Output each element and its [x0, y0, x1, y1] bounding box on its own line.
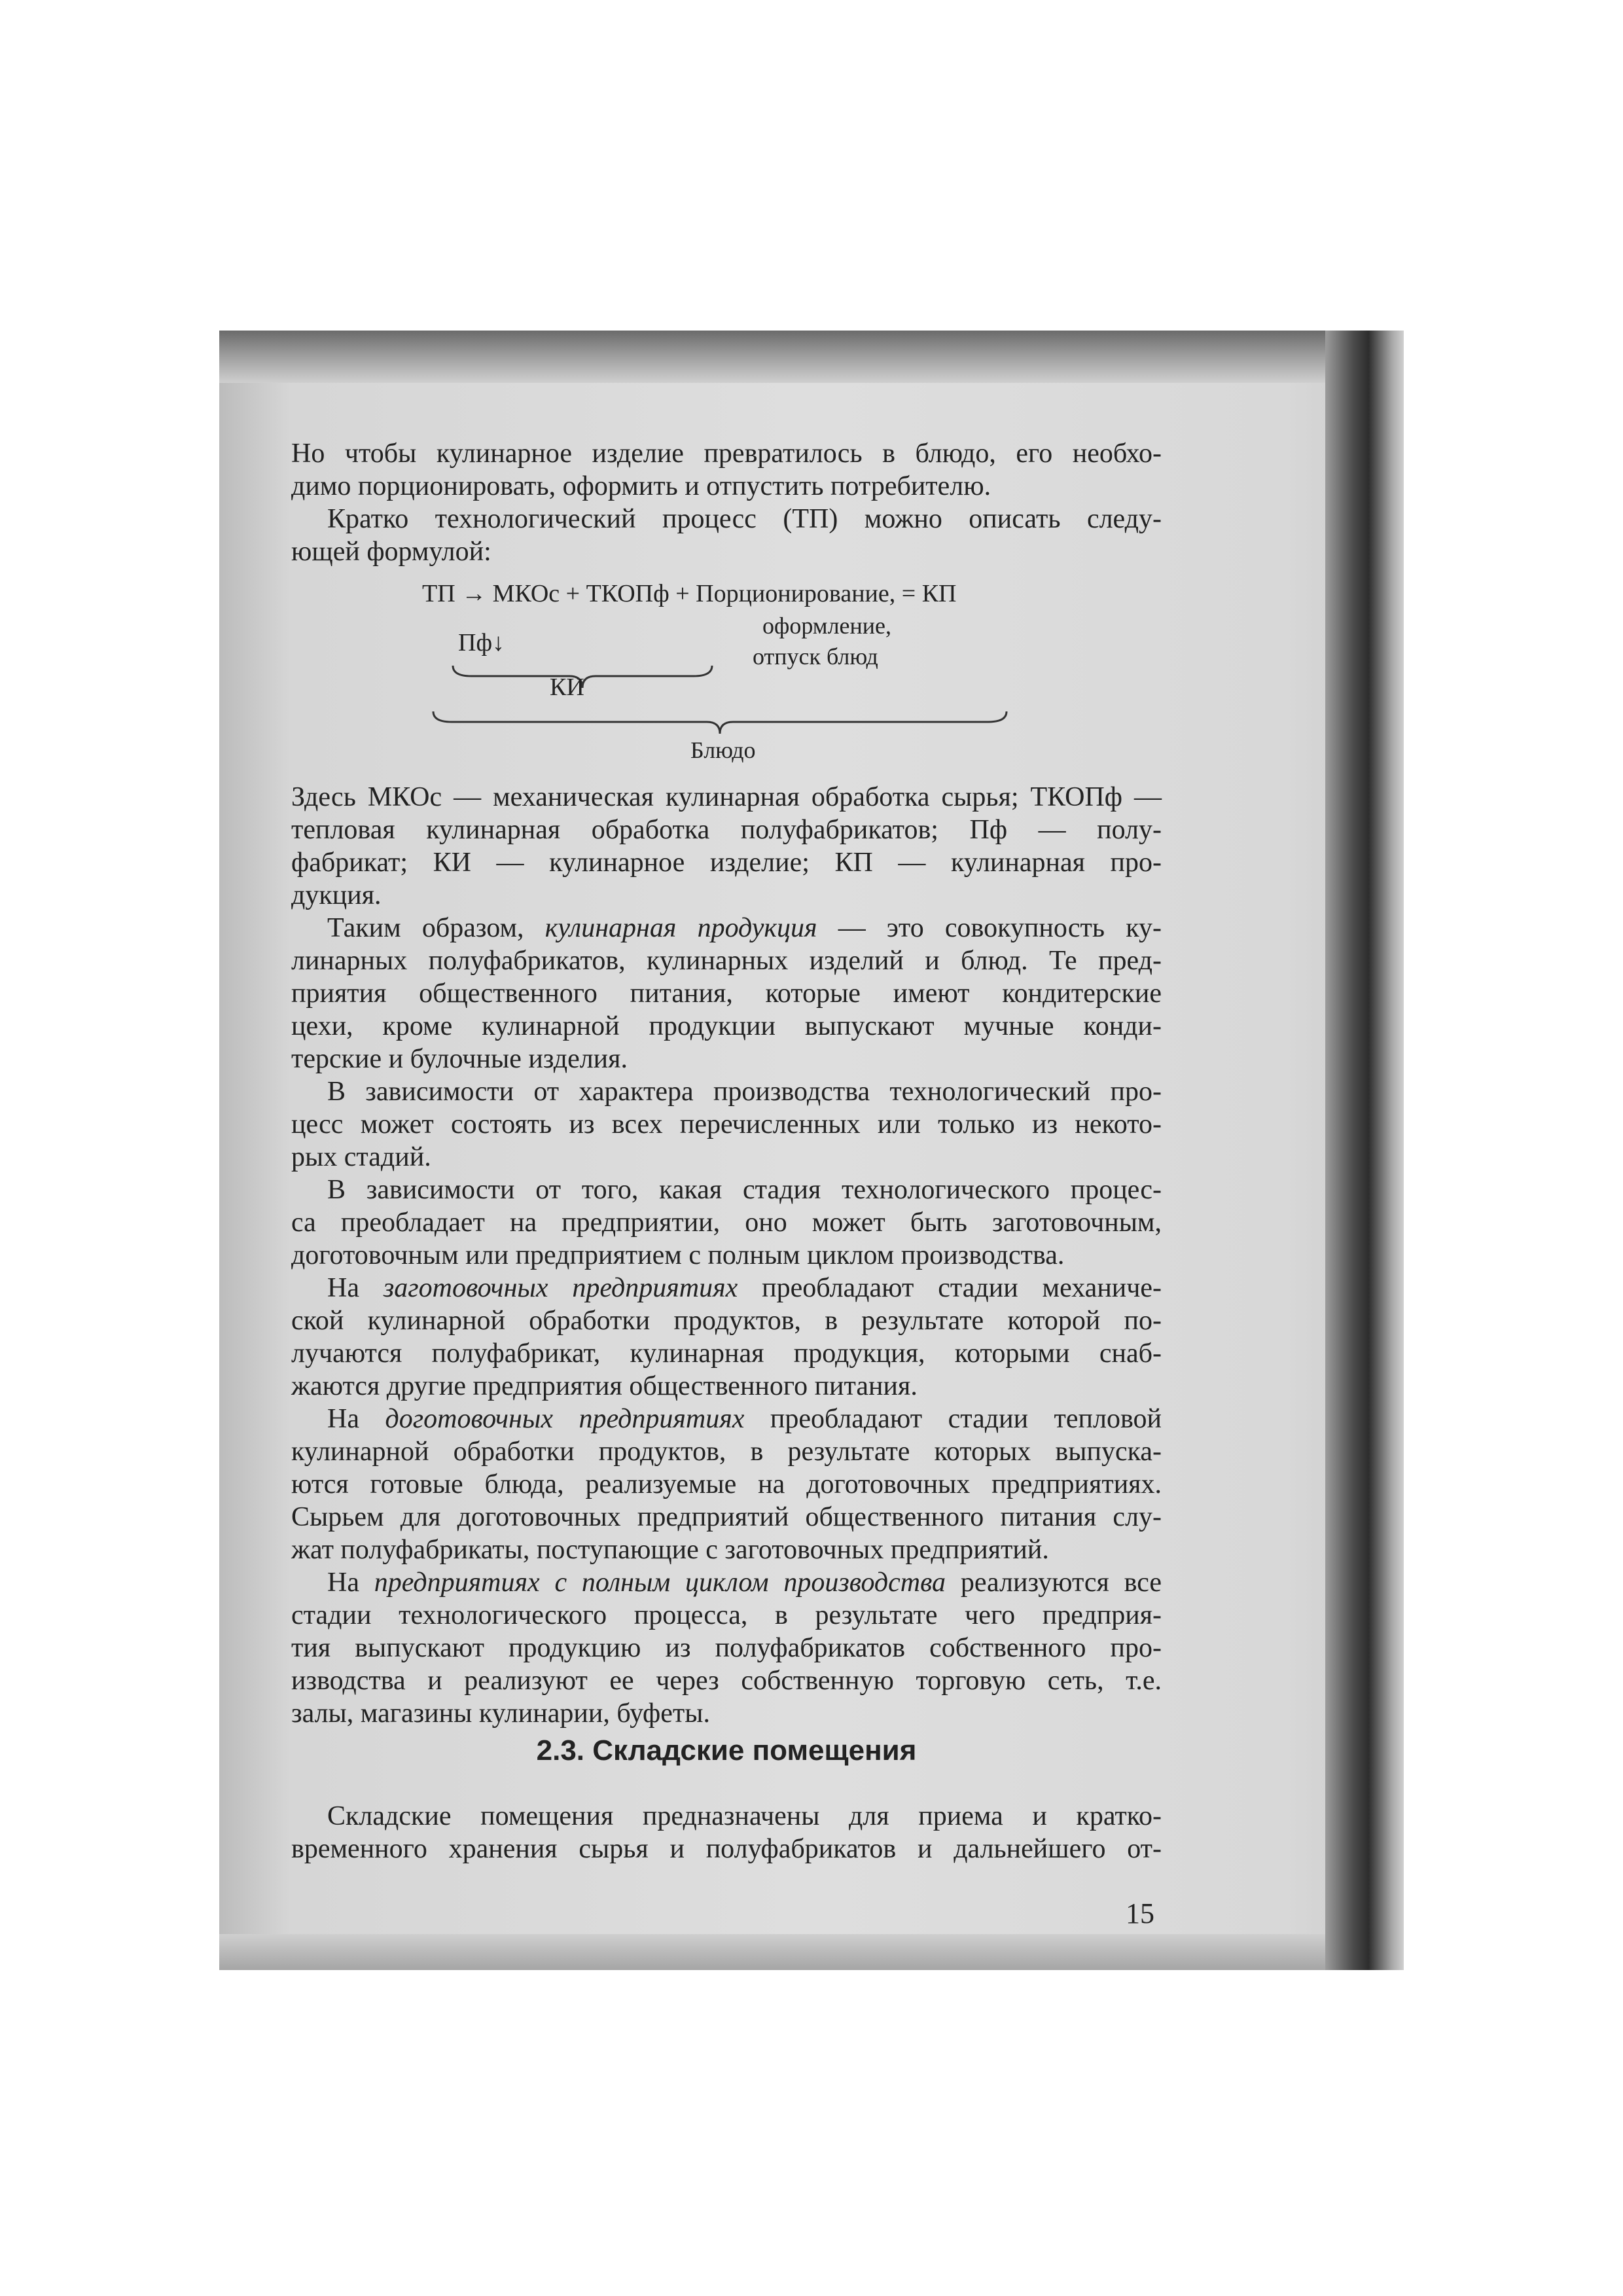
- text-line: стадии технологического процесса, в результате чего предприя-: [291, 1600, 1162, 1630]
- text-line: тия выпускают продукцию из полуфабрикатов собственного про-: [291, 1633, 1162, 1663]
- formula-release: отпуск блюд: [753, 643, 878, 670]
- text-line: залы, магазины кулинарии, буфеты.: [291, 1698, 710, 1729]
- arrow-down-icon: ↓: [492, 629, 505, 656]
- formula-ki: КИ: [550, 673, 584, 701]
- text-line: доготовочным или предприятием с полным циклом производства.: [291, 1240, 1065, 1270]
- text-line: жаются другие предприятия общественного питания.: [291, 1371, 918, 1401]
- text-line: Сырьем для доготовочных предприятий общественного питания слу-: [291, 1502, 1162, 1532]
- text-line: жат полуфабрикаты, поступающие с заготовочных предприятий.: [291, 1535, 1049, 1565]
- text-line: Здесь МКОс — механическая кулинарная обработка сырья; ТКОПф —: [291, 782, 1162, 812]
- text-line: кулинарной обработки продуктов, в результате которых выпуска-: [291, 1437, 1162, 1467]
- text-line: Но чтобы кулинарное изделие превратилось в блюдо, его необхо-: [291, 439, 1162, 469]
- page-number: 15: [1126, 1897, 1154, 1929]
- text-line: На доготовочных предприятиях преобладают стадии тепловой: [327, 1404, 1162, 1434]
- formula-line: ТП → МКОс + ТКОПф + Порционирование, = КП: [422, 580, 957, 607]
- book-spine-shadow: [1325, 331, 1404, 1970]
- text-line: приятия общественного питания, которые имеют кондитерские: [291, 978, 1162, 1009]
- text-line: лучаются полуфабрикат, кулинарная продукция, которыми снаб-: [291, 1338, 1162, 1369]
- text-line: цесс может состоять из всех перечисленных или только из некото-: [291, 1109, 1162, 1139]
- text-line: Таким образом, кулинарная продукция — это совокупность ку-: [327, 913, 1162, 943]
- text-line: цехи, кроме кулинарной продукции выпускают мучные конди-: [291, 1011, 1162, 1041]
- text-line: На предприятиях с полным циклом производства реализуются все: [327, 1568, 1162, 1598]
- formula-dish: Блюдо: [690, 737, 756, 763]
- scan-bottom-shadow: [219, 1934, 1404, 1970]
- text-line: изводства и реализуют ее через собственную торговую сеть, т.е.: [291, 1666, 1162, 1696]
- text-line: линарных полуфабрикатов, кулинарных изделий и блюд. Те пред-: [291, 946, 1162, 976]
- text-line: В зависимости от характера производства технологический про-: [327, 1077, 1162, 1107]
- text-line: В зависимости от того, какая стадия технологического процес-: [327, 1175, 1162, 1205]
- text-line: ющей формулой:: [291, 537, 491, 567]
- text-line: тепловая кулинарная обработка полуфабрикатов; Пф — полу-: [291, 815, 1162, 845]
- text-line: Складские помещения предназначены для приема и кратко-: [327, 1801, 1162, 1831]
- text-line: ются готовые блюда, реализуемые на доготовочных предприятиях.: [291, 1469, 1162, 1499]
- text-line: са преобладает на предприятии, оно может быть заготовочным,: [291, 1208, 1162, 1238]
- scan-top-shadow: [219, 331, 1404, 383]
- text-line: На заготовочных предприятиях преобладают стадии механиче-: [327, 1273, 1162, 1303]
- text-line: рых стадий.: [291, 1142, 431, 1172]
- section-heading: 2.3. Складские помещения: [536, 1734, 917, 1767]
- formula-design: оформление,: [762, 613, 892, 639]
- text-line: дукция.: [291, 880, 382, 910]
- text-line: Кратко технологический процесс (ТП) можно описать следу-: [327, 504, 1162, 534]
- text-line: фабрикат; КИ — кулинарное изделие; КП — кулинарная про-: [291, 848, 1162, 878]
- formula-brace-dish: [432, 710, 1008, 736]
- formula-pf: Пф↓: [458, 629, 505, 656]
- text-line: димо порционировать, оформить и отпустить потребителю.: [291, 471, 991, 501]
- text-line: ской кулинарной обработки продуктов, в результате которой по-: [291, 1306, 1162, 1336]
- text-line: временного хранения сырья и полуфабрикатов и дальнейшего от-: [291, 1834, 1162, 1864]
- text-line: терские и булочные изделия.: [291, 1044, 628, 1074]
